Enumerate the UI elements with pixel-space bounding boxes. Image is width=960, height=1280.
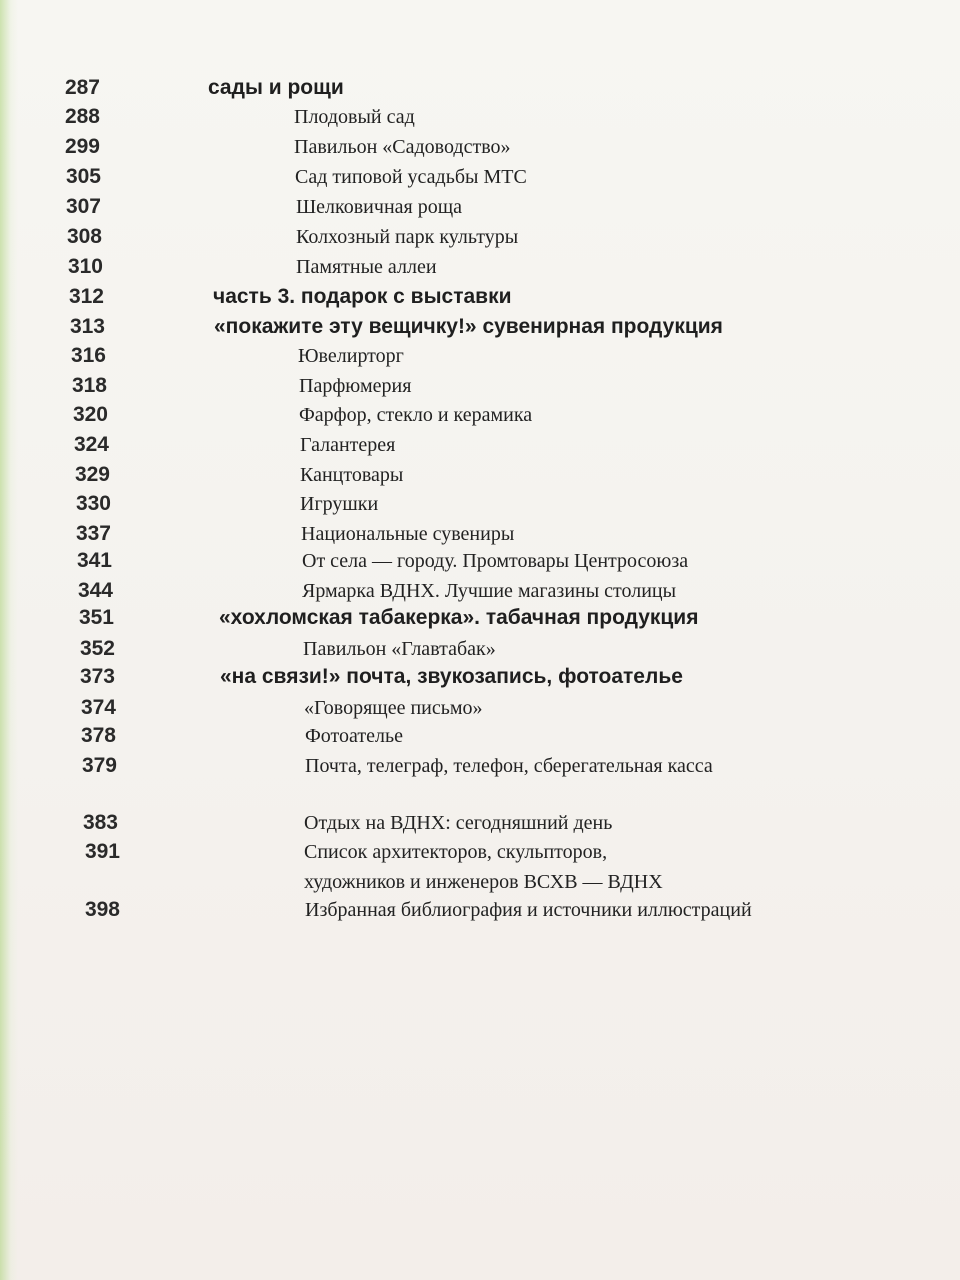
page-number: 330: [75, 492, 111, 515]
toc-entry: [0, 251, 960, 283]
page-number: 379: [81, 754, 117, 777]
entry-title: От села — городу. Промтовары Центросоюза: [302, 550, 689, 572]
page-number: 374: [80, 696, 116, 719]
entry-title: Ярмарка ВДНХ. Лучшие магазины столицы: [302, 580, 677, 602]
page-number: 287: [64, 76, 100, 99]
page-number: 305: [65, 165, 101, 188]
entry-title: Канцтовары: [300, 464, 404, 486]
page-number: 312: [68, 285, 104, 308]
page-number: 288: [64, 105, 100, 128]
entry-title: Сад типовой усадьбы МТС: [295, 166, 527, 188]
entry-title: Плодовый сад: [294, 106, 415, 128]
section-heading: «покажите эту вещичку!» сувенирная продукция: [214, 315, 723, 338]
entry-title-continuation: художников и инженеров ВСХВ — ВДНХ: [304, 871, 663, 893]
page-number: 320: [72, 403, 108, 426]
toc-entry: [0, 602, 960, 634]
toc-entry: [0, 661, 960, 693]
toc-entry: [0, 488, 960, 520]
page-number: 324: [73, 433, 109, 456]
toc-entry: [0, 720, 960, 752]
page-number: 344: [77, 579, 113, 602]
entry-title: «Говорящее письмо»: [304, 697, 483, 719]
toc-entry: [0, 72, 960, 104]
entry-title: Национальные сувениры: [301, 523, 515, 545]
entry-title: Галантерея: [300, 434, 396, 456]
toc-entry: [0, 101, 960, 133]
toc-entry: [0, 161, 960, 193]
entry-title: Отдых на ВДНХ: сегодняшний день: [304, 812, 613, 834]
entry-title: Парфюмерия: [299, 375, 412, 397]
entry-title: Избранная библиография и источники иллюстраций: [305, 899, 752, 921]
section-heading: «на связи!» почта, звукозапись, фотоателье: [220, 665, 683, 688]
toc-entry: [0, 894, 960, 926]
page-number: 341: [76, 549, 112, 572]
page-number: 378: [80, 724, 116, 747]
page-number: 308: [66, 225, 102, 248]
entry-title: Список архитекторов, скульпторов,: [304, 841, 608, 863]
page-number: 329: [74, 463, 110, 486]
toc-entry: [0, 429, 960, 461]
toc-entry: [0, 750, 960, 782]
entry-title: Ювелирторг: [298, 345, 404, 367]
entry-title: Почта, телеграф, телефон, сберегательная касса: [305, 755, 713, 777]
page-number: 352: [79, 637, 115, 660]
toc-entry: [0, 281, 960, 313]
page-number: 307: [65, 195, 101, 218]
entry-title: Фотоателье: [305, 725, 403, 747]
toc-entry: [0, 340, 960, 372]
page-number: 373: [79, 665, 115, 688]
page-number: 398: [84, 898, 120, 921]
toc-entry: [0, 545, 960, 577]
entry-title: Фарфор, стекло и керамика: [299, 404, 533, 426]
section-heading: «хохломская табакерка». табачная продукция: [219, 606, 699, 629]
entry-title: Шелковичная роща: [296, 196, 462, 218]
page-number: 383: [82, 811, 118, 834]
section-heading: часть 3. подарок с выставки: [213, 285, 512, 308]
toc-entry: [0, 131, 960, 163]
page-number: 299: [64, 135, 100, 158]
page-number: 318: [71, 374, 107, 397]
toc-entry: [0, 459, 960, 491]
entry-title: Павильон «Садоводство»: [294, 136, 511, 158]
page-number: 337: [75, 522, 111, 545]
page-number: 313: [69, 315, 105, 338]
page-number: 391: [84, 840, 120, 863]
toc-entry: [0, 836, 960, 900]
toc-entry: [0, 191, 960, 223]
entry-title: Игрушки: [300, 493, 379, 515]
toc-entry: [0, 311, 960, 343]
entry-title: Колхозный парк культуры: [296, 226, 519, 248]
entry-title: Памятные аллеи: [296, 256, 437, 278]
toc-entry: [0, 370, 960, 402]
entry-title: Павильон «Главтабак»: [303, 638, 496, 660]
page-number: 316: [70, 344, 106, 367]
section-heading: сады и рощи: [208, 76, 344, 99]
page-number: 351: [78, 606, 114, 629]
page-number: 310: [67, 255, 103, 278]
toc-entry: [0, 807, 960, 839]
toc-entry: [0, 399, 960, 431]
toc-entry: [0, 221, 960, 253]
